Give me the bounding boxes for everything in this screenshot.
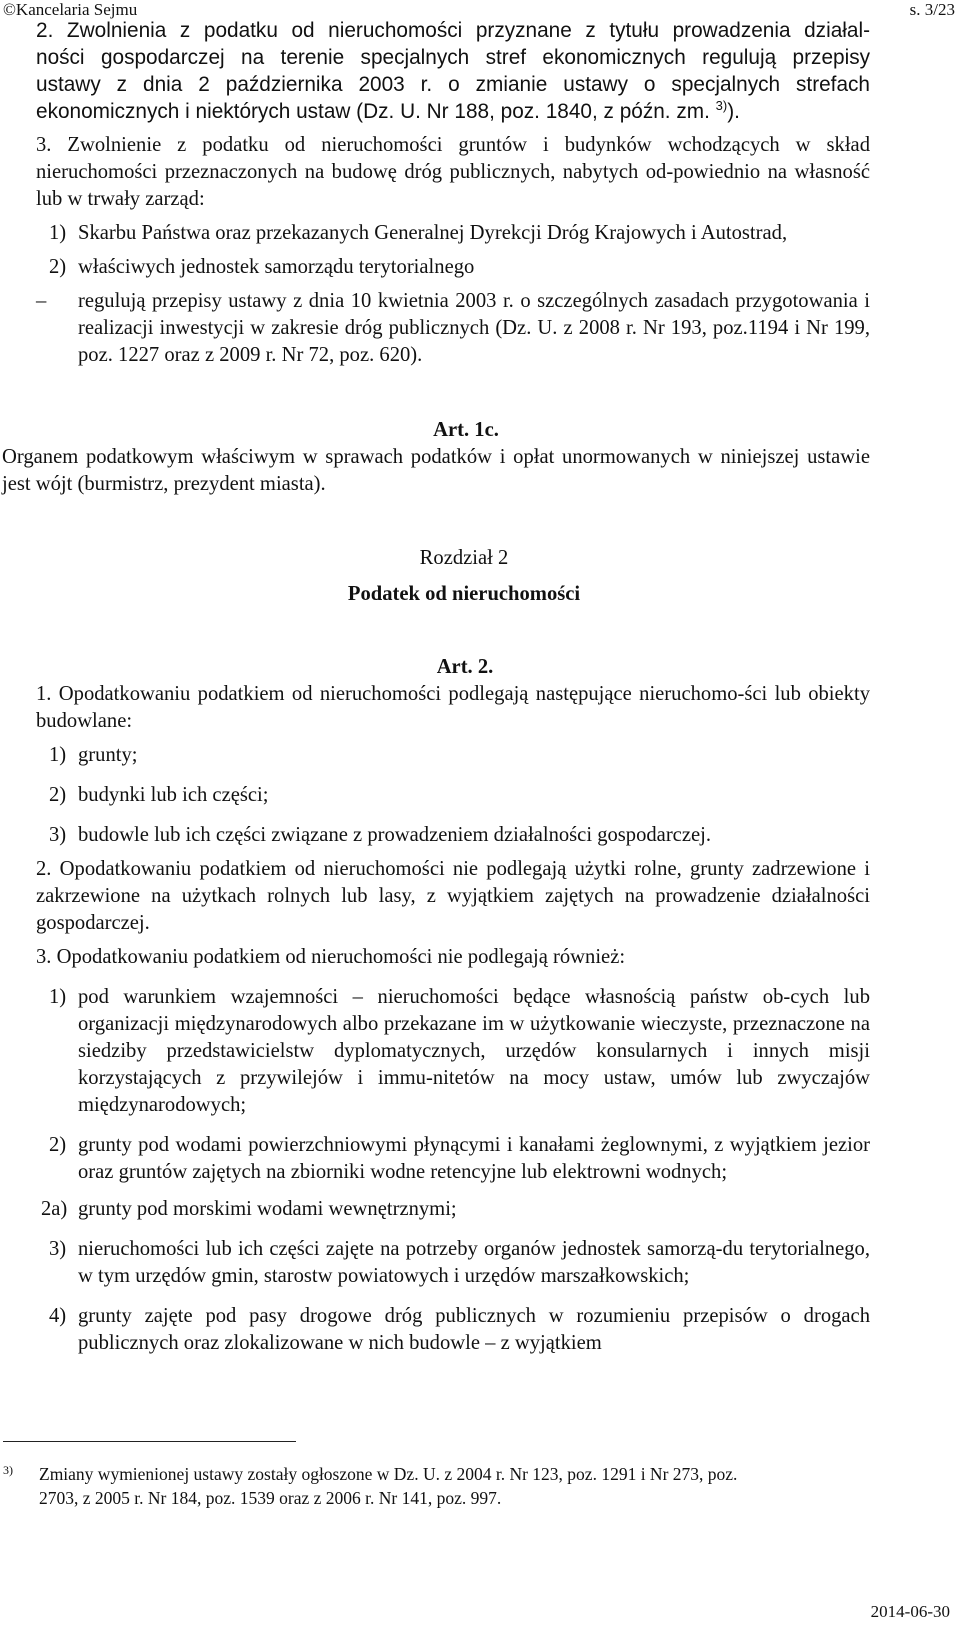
list-item-number: 1) — [49, 986, 67, 1008]
list-item-text: grunty pod morskimi wodami wewnętrznymi; — [78, 1198, 457, 1220]
list-item-number: 4) — [49, 1305, 67, 1327]
list-item-number: 3) — [49, 824, 67, 846]
paragraph-3-lead: 3. Zwolnienie z podatku od nieruchomości gruntów i budynków wchodzących w skład nieruchomości przeznaczonych na budowę dróg publicznych, nabytych od-powiednio na własność lub w trwały zarząd: — [36, 134, 870, 210]
list-item — [36, 254, 870, 281]
footnote-line-2: 2703, z 2005 r. Nr 184, poz. 1539 oraz z 2006 r. Nr 141, poz. 997. — [39, 1488, 502, 1508]
list-item-number: 1) — [49, 744, 67, 766]
paragraph-2-line-1: 2. Zwolnienia z podatku od nieruchomości przyznane z tytułu prowadzenia działal- — [36, 19, 870, 42]
list-item-text: budowle lub ich części związane z prowadzeniem działalności gospodarczej. — [78, 824, 711, 846]
dash-mark: – — [36, 290, 47, 312]
list-item-text: grunty pod wodami powierzchniowymi płynącymi i kanałami żeglownymi, z wyjątkiem jezior oraz gruntów zajętych na zbiorniki wodne retencyjne lub elektrowni wodnych; — [78, 1134, 870, 1183]
header-page-number: s. 3/23 — [909, 0, 955, 19]
paragraph-2-tail: ). — [727, 100, 740, 123]
list-item — [36, 1236, 870, 1290]
article-1c-text: Organem podatkowym właściwym w sprawach podatków i opłat unormowanych w niniejszej ustawie jest wójt (burmistrz, prezydent miasta). — [2, 446, 870, 495]
closing-clause — [36, 288, 870, 369]
list-item-number: 2) — [49, 1134, 67, 1156]
paragraph-2-line-3: ustawy z dnia 2 października 2003 r. o zmianie ustawy o specjalnych strefach — [36, 73, 870, 96]
list-item — [36, 984, 870, 1119]
list-item-text: budynki lub ich części; — [78, 784, 269, 806]
list-item — [36, 1132, 870, 1186]
list-item — [36, 822, 870, 849]
list-item-text: właściwych jednostek samorządu terytorialnego — [78, 256, 475, 278]
list-item-text: grunty; — [78, 744, 138, 766]
article-1c-heading: Art. 1c. — [433, 419, 499, 441]
list-item-number: 2a) — [41, 1198, 68, 1220]
paragraph-2 — [36, 17, 870, 125]
article-2-section-2: 2. Opodatkowaniu podatkiem od nieruchomości nie podlegają użytki rolne, grunty zadrzewione i zakrzewione na użytkach rolnych lub lasy, z wyjątkiem zajętych na prowadzenie działalności gospodarczej. — [36, 858, 870, 934]
header-publisher: ©Kancelaria Sejmu — [3, 0, 138, 19]
paragraph-2-line-4 — [36, 98, 870, 125]
list-item-text: nieruchomości lub ich części zajęte na potrzeby organów jednostek samorzą-du terytorialnego, w tym urzędów gmin, starostw powiatowych i urzędów marszałkowskich; — [78, 1238, 870, 1287]
paragraph-2-line-4-text: ekonomicznych i niektórych ustaw (Dz. U. Nr 188, poz. 1840, z późn. zm. — [36, 100, 710, 123]
footnote-mark: 3) — [3, 1463, 13, 1477]
article-2-section-1: 1. Opodatkowaniu podatkiem od nieruchomości podlegają następujące nieruchomo-ści lub obiekty budowlane: — [36, 683, 870, 732]
list-item — [36, 782, 870, 809]
closing-clause-text: regulują przepisy ustawy z dnia 10 kwietnia 2003 r. o szczególnych zasadach przygotowania i realizacji inwestycji w zakresie dróg publicznych (Dz. U. z 2008 r. Nr 193, poz.1194 i Nr 199, poz. 1227 oraz z 2009 r. Nr 72, poz. 620). — [78, 290, 870, 366]
list-item — [36, 1196, 870, 1223]
footnote-reference[interactable]: 3) — [715, 98, 728, 113]
document-body — [2, 17, 870, 1357]
article-2-heading: Art. 2. — [436, 656, 494, 678]
footer-date: 2014-06-30 — [870, 1602, 950, 1621]
list-item — [36, 1303, 870, 1357]
list-item-text: grunty zajęte pod pasy drogowe dróg publicznych w rozumieniu przepisów o drogach publicznych oraz zlokalizowane w nich budowle – z wyjątkiem — [78, 1305, 870, 1354]
list-item-text: Skarbu Państwa oraz przekazanych Generalnej Dyrekcji Dróg Krajowych i Autostrad, — [78, 222, 788, 244]
list-item-number: 3) — [49, 1238, 67, 1260]
list-item-number: 2) — [49, 784, 67, 806]
paragraph-2-line-2: ności gospodarczej na terenie specjalnych stref ekonomicznych regulują przepisy — [36, 46, 870, 69]
chapter-number: Rozdział 2 — [419, 547, 509, 569]
list-item-number: 2) — [49, 256, 67, 278]
article-2-section-3: 3. Opodatkowaniu podatkiem od nieruchomości nie podlegają również: — [36, 946, 626, 968]
list-item-number: 1) — [49, 222, 67, 244]
list-item — [36, 742, 870, 769]
list-item-text: pod warunkiem wzajemności – nieruchomości będące własnością państw ob-cych lub organizacji międzynarodowych albo przekazane im w użytkowanie wieczyste, przeznaczone na siedziby przedstawicielstw dyplomatycznych, urzędów konsularnych i innych misji korzystających z przywilejów i immu-nitetów na mocy ustaw, umów lub zwyczajów międzynarodowych; — [78, 986, 870, 1116]
footnote — [3, 1462, 839, 1510]
footnote-line-1: Zmiany wymienionej ustawy zostały ogłoszone w Dz. U. z 2004 r. Nr 123, poz. 1291 i Nr 273, poz. — [39, 1464, 738, 1484]
list-item — [36, 220, 870, 247]
footnote-separator — [3, 1441, 296, 1442]
chapter-title: Podatek od nieruchomości — [347, 583, 581, 605]
